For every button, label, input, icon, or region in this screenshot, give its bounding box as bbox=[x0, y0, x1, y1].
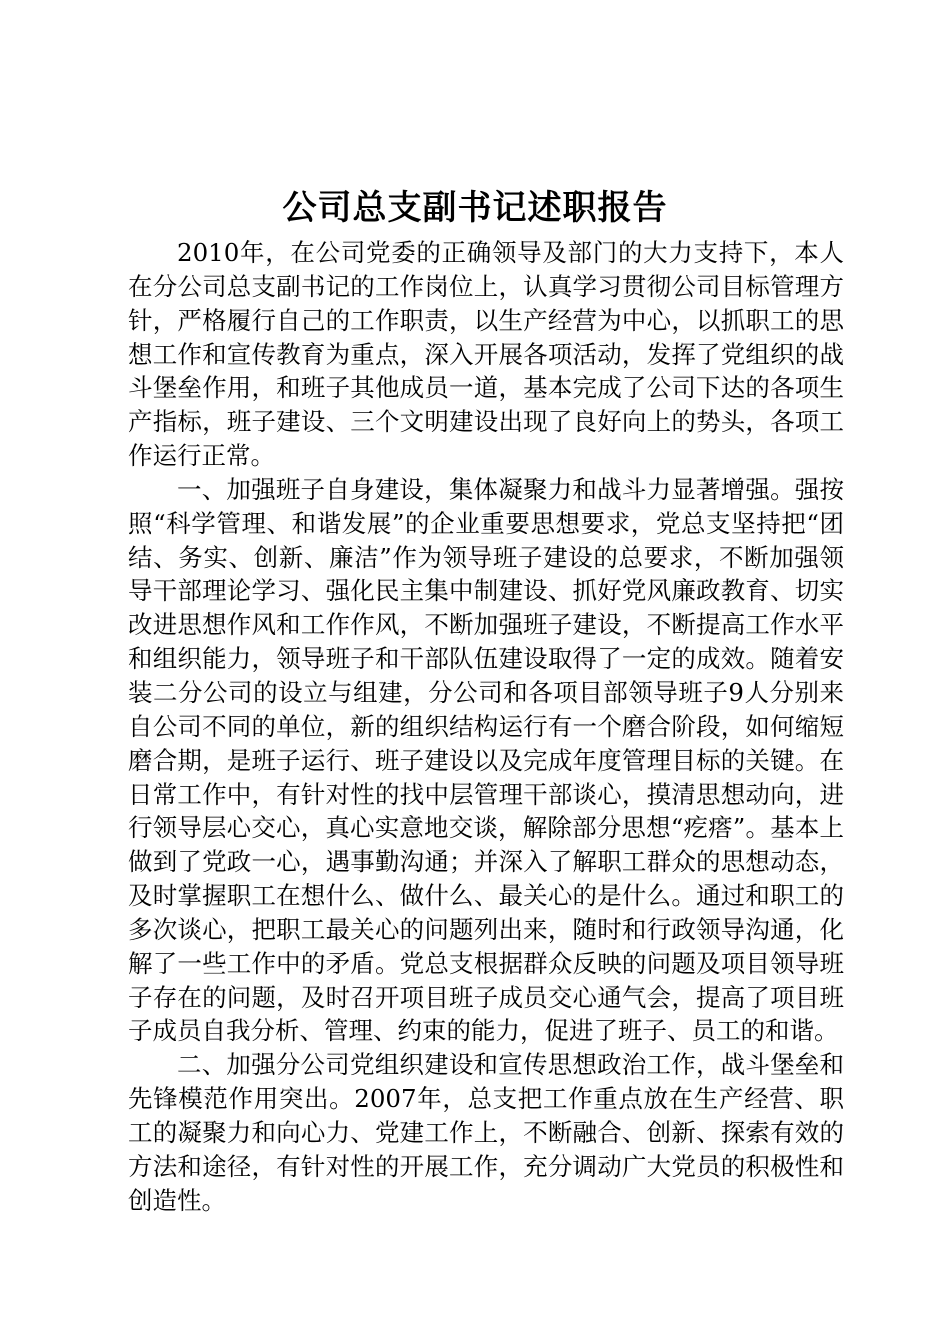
paragraph-intro: 2010年，在公司党委的正确领导及部门的大力支持下，本人在分公司总支副书记的工作岗位上，认真学习贯彻公司目标管理方针，严格履行自己的工作职责，以生产经营为中心，以抓职工的思想工作和宣传教育为重点，深入开展各项活动，发挥了党组织的战斗堡垒作用，和班子其他成员一道，基本完成了公司下达的各项生产指标，班子建设、三个文明建设出现了良好向上的势头，各项工作运行正常。 bbox=[128, 238, 844, 471]
document-title: 公司总支副书记述职报告 bbox=[282, 188, 668, 228]
paragraph-section-two: 二、加强分公司党组织建设和宣传思想政治工作，战斗堡垒和先锋模范作用突出。2007年，总支把工作重点放在生产经营、职工的凝聚力和向心力、党建工作上，不断融合、创新、探索有效的方法和途径，有针对性的开展工作，充分调动广大党员的积极性和创造性。 bbox=[128, 1050, 844, 1215]
paragraph-section-one: 一、加强班子自身建设，集体凝聚力和战斗力显著增强。强按照“科学管理、和谐发展”的企业重要思想要求，党总支坚持把“团结、务实、创新、廉洁”作为领导班子建设的总要求，不断加强领导干部理论学习、强化民主集中制建设、抓好党风廉政教育、切实改进思想作风和工作作风，不断加强班子建设，不断提高工作水平和组织能力，领导班子和干部队伍建设取得了一定的成效。随着安装二分公司的设立与组建，分公司和各项目部领导班子9人分别来自公司不同的单位，新的组织结构运行有一个磨合阶段，如何缩短磨合期，是班子运行、班子建设以及完成年度管理目标的关键。在日常工作中，有针对性的找中层管理干部谈心，摸清思想动向，进行领导层心交心，真心实意地交谈，解除部分思想“疙瘩”。基本上做到了党政一心，遇事勤沟通；并深入了解职工群众的思想动态，及时掌握职工在想什么、做什么、最关心的是什么。通过和职工的多次谈心，把职工最关心的问题列出来，随时和行政领导沟通，化解了一些工作中的矛盾。党总支根据群众反映的问题及项目领导班子存在的问题，及时召开项目班子成员交心通气会，提高了项目班子成员自我分析、管理、约束的能力，促进了班子、员工的和谐。 bbox=[128, 474, 844, 1046]
document-body bbox=[128, 236, 844, 1217]
